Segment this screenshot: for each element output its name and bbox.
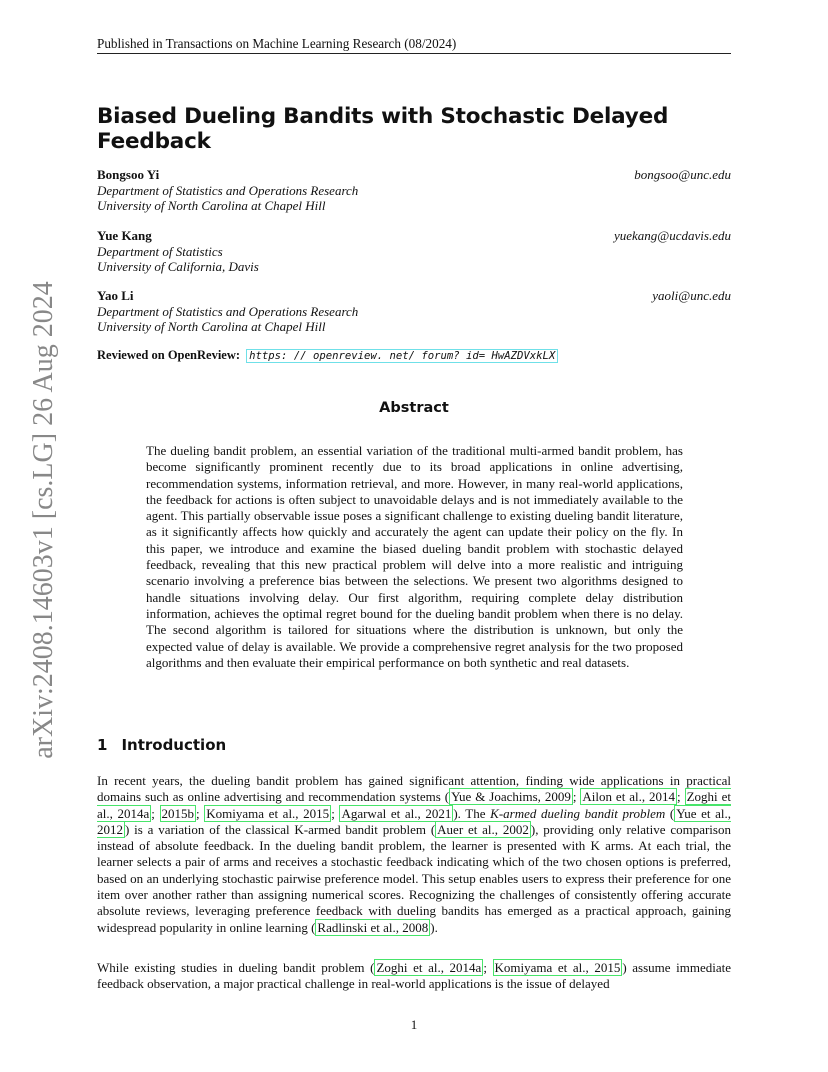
citation-link[interactable]: Komiyama et al., 2015 <box>494 960 621 975</box>
text-run: ; <box>677 789 685 805</box>
text-run: ; <box>196 805 205 821</box>
text-run: While existing studies in dueling bandit problem ( <box>97 960 375 975</box>
author-name: Yue Kang <box>97 228 152 243</box>
text-run: ). <box>430 919 438 935</box>
author-block-1 <box>97 167 731 214</box>
author-university: University of North Carolina at Chapel Hill <box>97 319 326 334</box>
author-name: Bongsoo Yi <box>97 167 160 182</box>
citation-link[interactable]: Auer et al., 2002 <box>437 821 529 837</box>
section-title: Introduction <box>121 736 227 754</box>
paper-title: Biased Dueling Bandits with Stochastic Delayed Feedback <box>97 104 669 154</box>
citation-link[interactable]: Zoghi et al., 2014a <box>97 789 731 821</box>
author-university: University of North Carolina at Chapel Hill <box>97 198 326 213</box>
text-run: ), providing only relative comparison instead of absolute feedback. In the dueling bandit problem, the learner is presented with K arms. At each trial, the learner selects a pair of arms and receives a stochastic feedback indicating which of the two chosen options is preferred, based on an underlying stochastic pairwise preference model. This setup enables users to express their preference for one item over another rather than assigning numerical scores. Recognizing the challenges of consistently offering accurate absolute reviews, leveraging preference feedback with dueling bandits has emerged as a practical approach, gaining widespread popularity in online learning ( <box>97 821 731 935</box>
author-email[interactable]: yuekang@ucdavis.edu <box>614 228 731 243</box>
author-university: University of California, Davis <box>97 259 259 274</box>
author-block-3 <box>97 288 731 335</box>
page-number: 1 <box>410 1017 418 1032</box>
openreview-link[interactable]: https: // openreview. net/ forum? id= HwAZDVxkLX <box>246 349 558 363</box>
openreview-label: Reviewed on OpenReview: <box>97 348 241 362</box>
text-run: In recent years, the dueling bandit problem has gained significant attention, finding wide applications in practical domains such as online advertising and recommendation systems ( <box>97 773 731 805</box>
citation-link[interactable]: 2015b <box>161 805 195 821</box>
emphasized-term: K-armed dueling bandit problem <box>490 805 666 821</box>
author-email[interactable]: bongsoo@unc.edu <box>634 167 731 182</box>
journal-header: Published in Transactions on Machine Learning Research (08/2024) <box>97 36 457 51</box>
abstract-text: The dueling bandit problem, an essential variation of the traditional multi-armed bandit problem, has become significantly prominent recently due to its broad applications in online advertising, recommendation systems, information retrieval, and more. However, in many real-world applications, the feedback for actions is often subject to unavoidable delays and is not immediately available to the agent. This partially observable issue poses a significant challenge to existing dueling bandit literature, as it significantly affects how quickly and accurately the agent can update their policy on the fly. In this paper, we introduce and examine the biased dueling bandit problem with stochastic delayed feedback, revealing that this new practical problem will delve into a more realistic and intriguing scenario involving a preference bias between the selections. We present two algorithms designed to handle situations involving delay. Our first algorithm, requiring complete delay distribution information, achieves the optimal regret bound for the dueling bandit problem when there is no delay. The second algorithm is tailored for situations where the distribution is unknown, but only the expected value of delay is available. We provide a comprehensive regret analysis for the two proposed algorithms and then evaluate their empirical performance on both synthetic and real datasets. <box>146 443 683 670</box>
author-department: Department of Statistics and Operations Research <box>97 303 359 319</box>
citation-link[interactable]: Komiyama et al., 2015 <box>206 805 330 821</box>
citation-link[interactable]: Ailon et al., 2014 <box>582 789 676 805</box>
arxiv-stamp: arXiv:2408.14603v1 [cs.LG] 26 Aug 2024 <box>28 281 59 759</box>
author-department: Department of Statistics <box>97 243 223 259</box>
text-run: ) assume immediate feedback observation, a major practical challenge in real-world applications is the issue of delayed <box>97 960 732 992</box>
author-email[interactable]: yaoli@unc.edu <box>652 288 731 303</box>
author-block-2 <box>97 228 731 275</box>
openreview-line <box>97 348 558 363</box>
text-run: ; <box>151 805 160 821</box>
text-run: ; <box>483 960 493 975</box>
text-run: ) is a variation of the classical K-armed bandit problem ( <box>125 821 436 837</box>
intro-paragraph-1 <box>97 773 731 936</box>
citation-link[interactable]: Zoghi et al., 2014a <box>376 960 482 975</box>
intro-paragraph-2 <box>97 960 731 993</box>
text-run: ; <box>572 789 581 805</box>
text-run: ). The <box>453 805 491 821</box>
citation-link[interactable]: Yue et al., 2012 <box>97 805 732 837</box>
abstract-heading: Abstract <box>379 400 449 416</box>
section-heading <box>97 736 226 754</box>
text-run: ( <box>665 805 675 821</box>
citation-link[interactable]: Yue & Joachims, 2009 <box>451 789 571 805</box>
section-number: 1 <box>97 736 108 754</box>
citation-link[interactable]: Radlinski et al., 2008 <box>317 919 429 935</box>
header-rule <box>97 53 731 54</box>
author-department: Department of Statistics and Operations Research <box>97 182 359 198</box>
author-name: Yao Li <box>97 288 134 303</box>
text-run: ; <box>331 805 340 821</box>
citation-link[interactable]: Agarwal et al., 2021 <box>341 805 452 821</box>
